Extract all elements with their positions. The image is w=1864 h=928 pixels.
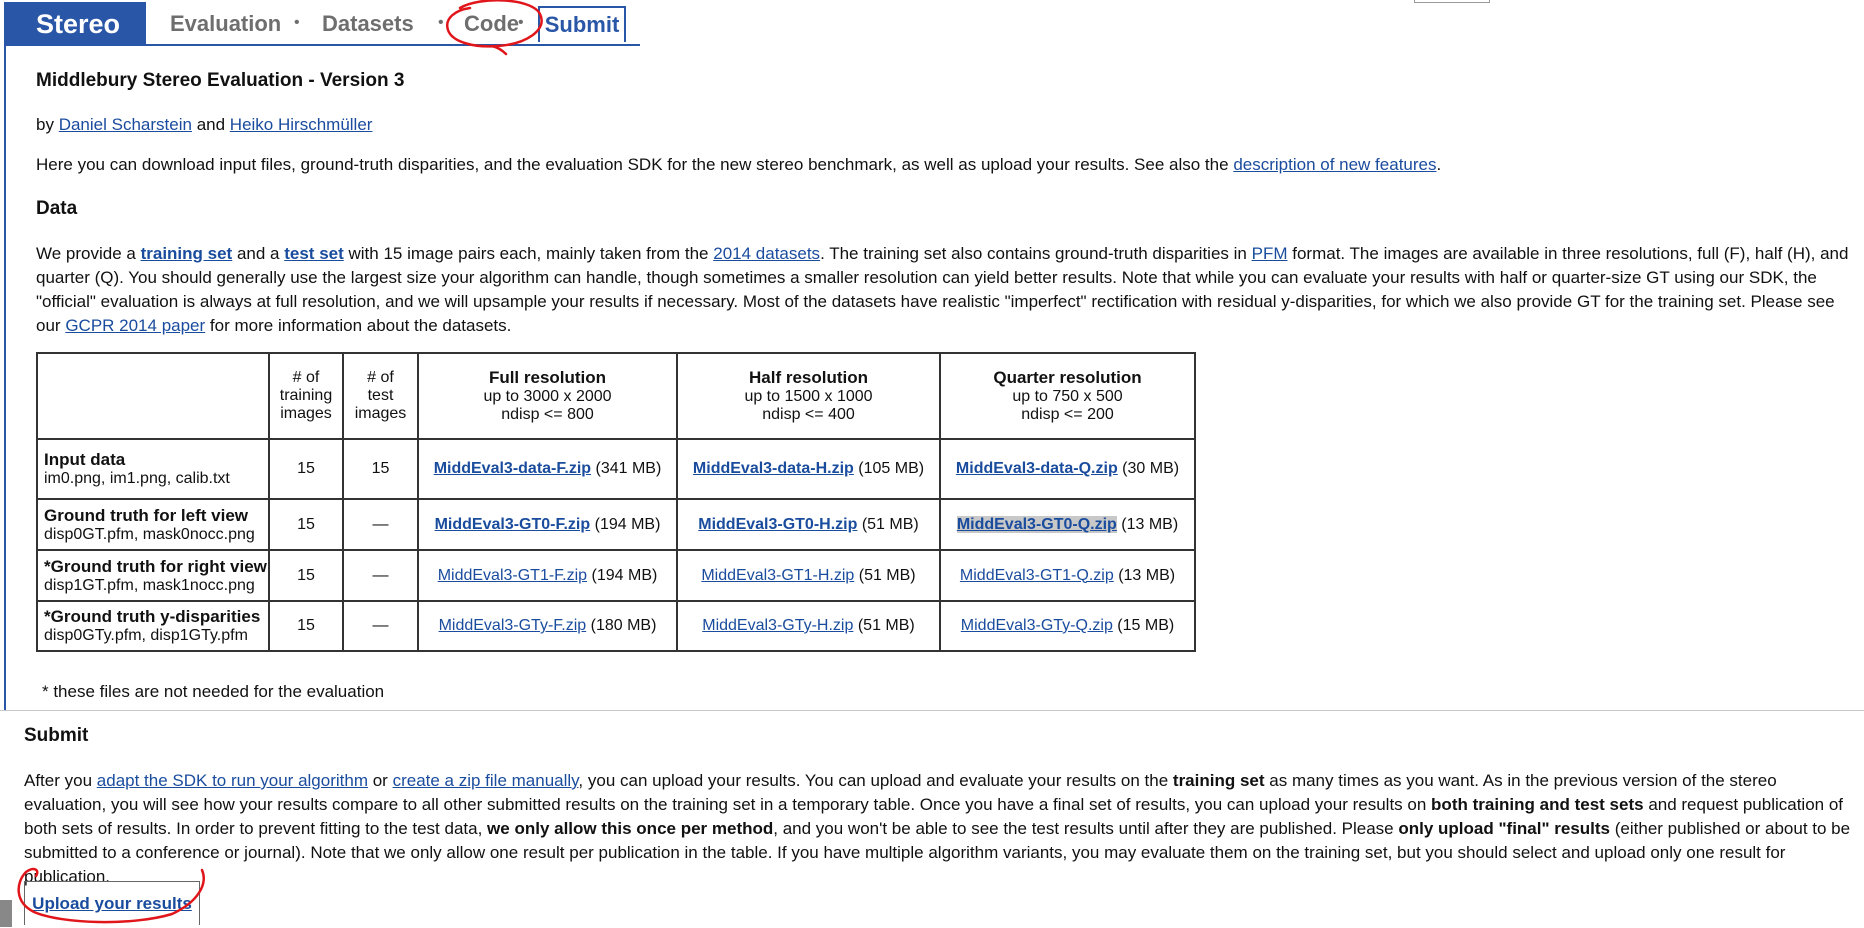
- quarter-download-cell: MiddEval3-GT1-Q.zip (13 MB): [940, 550, 1195, 601]
- data-text: format. The images are available in three resolutions, full (F), half (H), and quarter (Q). You should generally use the largest size your algorithm can handle, though sometimes a smaller resolution can yield better results. Note that while you can evaluate your results with half or quarter-size GT using our SDK, the "official" evaluation is always at full resolution, and we will upsample your results if necessary. Most of the datasets have realistic "imperfect" rectification with residual y-disparities, for which we also provide GT for the training set. Please see our: [36, 244, 1849, 335]
- adapt-sdk-link[interactable]: adapt the SDK to run your algorithm: [96, 771, 368, 790]
- download-link-selected[interactable]: MiddEval3-GT0-Q.zip: [956, 515, 1117, 533]
- quarter-download-cell: MiddEval3-GT0-Q.zip (13 MB): [940, 499, 1195, 550]
- header-full-resolution: Full resolution up to 3000 x 2000 ndisp <= 800: [418, 353, 677, 439]
- intro-end: .: [1436, 155, 1442, 174]
- quarter-download-cell: MiddEval3-GTy-Q.zip (15 MB): [940, 601, 1195, 651]
- submit-text: and request publication of both sets of results. In order to prevent fitting to the test data,: [24, 795, 1844, 838]
- emphasis-both-sets: both training and test sets: [1431, 795, 1644, 814]
- emphasis-once-per-method: we only allow this once per method: [487, 819, 774, 838]
- test-set-link[interactable]: test set: [284, 244, 344, 263]
- row-label: Input data im0.png, im1.png, calib.txt: [37, 439, 269, 499]
- nav-item-evaluation[interactable]: Evaluation: [170, 11, 282, 36]
- gcpr-paper-link[interactable]: GCPR 2014 paper: [65, 316, 206, 335]
- training-count: 15: [269, 601, 343, 651]
- byline-prefix: by: [36, 115, 54, 134]
- byline-and: and: [196, 115, 226, 134]
- download-link[interactable]: MiddEval3-data-F.zip: [433, 460, 592, 477]
- test-count: —: [343, 601, 418, 651]
- left-rule: [4, 46, 6, 710]
- header-test-images: # of test images: [343, 353, 418, 439]
- header-training-images: # of training images: [269, 353, 343, 439]
- upload-results-button[interactable]: [24, 881, 200, 925]
- table-header-row: [37, 353, 1195, 439]
- data-text: and a: [236, 244, 280, 263]
- training-count: 15: [269, 550, 343, 601]
- header-half-resolution: Half resolution up to 1500 x 1000 ndisp <= 400: [677, 353, 940, 439]
- nav-separator: •: [438, 14, 444, 31]
- download-link[interactable]: MiddEval3-GTy-F.zip: [438, 617, 587, 634]
- data-description: [36, 242, 1861, 338]
- nav-item-code[interactable]: Code: [464, 11, 519, 36]
- training-count: 15: [269, 499, 343, 550]
- download-link[interactable]: MiddEval3-data-H.zip: [692, 460, 854, 477]
- full-download-cell: MiddEval3-GT1-F.zip (194 MB): [418, 550, 677, 601]
- data-text: We provide a: [36, 244, 136, 263]
- table-row: [37, 439, 1195, 499]
- empty-header: [37, 353, 269, 439]
- submit-text: or: [372, 771, 388, 790]
- download-link[interactable]: MiddEval3-GT1-F.zip: [437, 566, 588, 584]
- page-title: Middlebury Stereo Evaluation - Version 3: [36, 70, 405, 91]
- emphasis-training-set: training set: [1172, 771, 1265, 790]
- author-link-hirschmuller[interactable]: Heiko Hirschmüller: [229, 115, 373, 134]
- table-row: [37, 601, 1195, 651]
- author-link-scharstein[interactable]: Daniel Scharstein: [58, 115, 192, 134]
- submit-panel: [0, 710, 1864, 928]
- data-heading: Data: [36, 198, 78, 219]
- half-download-cell: MiddEval3-GTy-H.zip (51 MB): [677, 601, 940, 651]
- byline: [36, 115, 372, 135]
- table-row: [37, 499, 1195, 550]
- data-text: . The training set also contains ground-truth disparities in: [820, 244, 1247, 263]
- footnote: * these files are not needed for the evaluation: [42, 682, 385, 701]
- brand-logo[interactable]: Stereo: [4, 2, 146, 46]
- nav-item-datasets[interactable]: Datasets: [322, 11, 414, 36]
- intro-text: [36, 155, 1441, 175]
- test-count: —: [343, 550, 418, 601]
- data-text: for more information about the datasets.: [209, 316, 512, 335]
- training-set-link[interactable]: training set: [140, 244, 233, 263]
- full-download-cell: MiddEval3-GTy-F.zip (180 MB): [418, 601, 677, 651]
- submit-text: as many times as you want. As in the previous version of the stereo evaluation, you will see how your results compare to all other submitted results on the training set in a temporary table. Once you have a final set of results, you can upload your results on: [24, 771, 1777, 814]
- scrollbar-fragment[interactable]: [0, 900, 12, 927]
- download-link[interactable]: MiddEval3-data-Q.zip: [955, 460, 1118, 477]
- submit-heading: Submit: [24, 725, 89, 746]
- half-download-cell: MiddEval3-data-H.zip (105 MB): [677, 439, 940, 499]
- pfm-link[interactable]: PFM: [1251, 244, 1288, 263]
- corner-box: [1414, 0, 1490, 3]
- new-features-link[interactable]: description of new features: [1233, 155, 1437, 174]
- download-link[interactable]: MiddEval3-GT1-H.zip: [701, 566, 855, 584]
- training-count: 15: [269, 439, 343, 499]
- download-link[interactable]: MiddEval3-GT1-Q.zip: [959, 566, 1114, 584]
- table-row: [37, 550, 1195, 601]
- download-link[interactable]: MiddEval3-GTy-Q.zip: [960, 617, 1113, 634]
- upload-results-link[interactable]: Upload your results: [32, 894, 192, 913]
- test-count: —: [343, 499, 418, 550]
- submit-description: [24, 769, 1860, 889]
- nav-separator: •: [294, 14, 300, 31]
- nav-item-submit[interactable]: Submit: [538, 6, 626, 42]
- intro-body: Here you can download input files, ground-truth disparities, and the evaluation SDK for the new stereo benchmark, as well as upload your results. See also the: [36, 155, 1229, 174]
- top-nav: [0, 0, 1864, 46]
- data-text: with 15 image pairs each, mainly taken from the: [348, 244, 709, 263]
- download-link[interactable]: MiddEval3-GTy-H.zip: [702, 617, 854, 634]
- download-link[interactable]: MiddEval3-GT0-H.zip: [698, 515, 858, 533]
- submit-text: After you: [24, 771, 93, 790]
- downloads-table: [36, 352, 1196, 652]
- half-download-cell: MiddEval3-GT0-H.zip (51 MB): [677, 499, 940, 550]
- emphasis-final-results: only upload "final" results: [1398, 819, 1611, 838]
- row-label: *Ground truth y-disparities disp0GTy.pfm, disp1GTy.pfm: [37, 601, 269, 651]
- submit-text: (either published or about to be submitted to a conference or journal). Note that we only allow one result per publication in the table. If you have multiple algorithm variants, you may evaluate them on the training set, but you should select and upload only one result for publication.: [24, 819, 1851, 886]
- datasets-2014-link[interactable]: 2014 datasets: [713, 244, 821, 263]
- header-quarter-resolution: Quarter resolution up to 750 x 500 ndisp <= 200: [940, 353, 1195, 439]
- submit-text: , and you won't be able to see the test results until after they are published. Please: [773, 819, 1394, 838]
- full-download-cell: MiddEval3-data-F.zip (341 MB): [418, 439, 677, 499]
- row-label: *Ground truth for right view disp1GT.pfm, mask1nocc.png: [37, 550, 269, 601]
- full-download-cell: MiddEval3-GT0-F.zip (194 MB): [418, 499, 677, 550]
- download-link[interactable]: MiddEval3-GT0-F.zip: [434, 515, 591, 533]
- submit-text: , you can upload your results. You can upload and evaluate your results on the: [578, 771, 1169, 790]
- test-count: 15: [343, 439, 418, 499]
- half-download-cell: MiddEval3-GT1-H.zip (51 MB): [677, 550, 940, 601]
- quarter-download-cell: MiddEval3-data-Q.zip (30 MB): [940, 439, 1195, 499]
- row-label: Ground truth for left view disp0GT.pfm, mask0nocc.png: [37, 499, 269, 550]
- nav-separator: •: [518, 14, 524, 31]
- create-zip-link[interactable]: create a zip file manually: [392, 771, 579, 790]
